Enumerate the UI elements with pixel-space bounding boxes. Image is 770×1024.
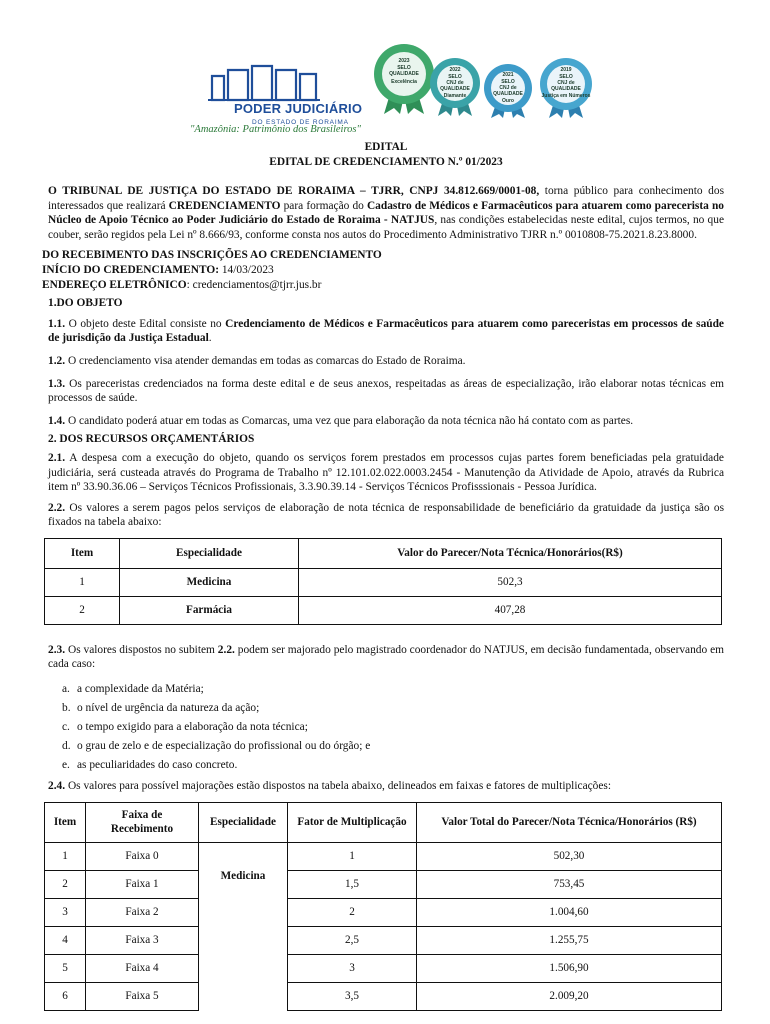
item-2-1 bbox=[48, 451, 724, 495]
seal-line1: SELO bbox=[559, 74, 573, 80]
intro-text-3: , nas condições estabelecidas neste edital, cujos termos, no que couber, serão regidos pela Lei nº 8.666/93, conforme consta nos autos do Procedimento Administrativo TJRR n.º 0010808-75.2021.8.23.8000. bbox=[48, 214, 724, 241]
item-text: Os valores dispostos no subitem bbox=[65, 643, 218, 656]
column-header: Especialidade bbox=[199, 802, 288, 842]
logo-subtitle: DO ESTADO DE RORAIMA bbox=[252, 119, 349, 126]
list-marker: e. bbox=[62, 759, 70, 772]
table-cell: 3,5 bbox=[288, 982, 417, 1010]
seal-line1: SELO bbox=[397, 65, 411, 71]
document-body bbox=[42, 140, 724, 1011]
logo-title: PODER JUDICIÁRIO bbox=[234, 101, 363, 116]
seal-line3: QUALIDADE bbox=[440, 86, 470, 92]
item-text-end: . bbox=[208, 332, 212, 345]
table-row bbox=[45, 870, 722, 898]
column-header: Valor do Parecer/Nota Técnica/Honorários(R$) bbox=[299, 538, 722, 568]
item-text-2: podem ser majorado pelo magistrado coordenador do NATJUS, em decisão fundamentada, observando em cada caso: bbox=[48, 643, 724, 671]
specialty-label: Medicina bbox=[220, 869, 266, 882]
item-1-4 bbox=[48, 414, 724, 429]
table-cell: 3 bbox=[288, 954, 417, 982]
list-marker: c. bbox=[62, 721, 70, 734]
column-header: Fator de Multiplicação bbox=[288, 802, 417, 842]
seal-line1: SELO bbox=[448, 74, 462, 80]
column-header: Valor Total do Parecer/Nota Técnica/Honorários (R$) bbox=[417, 802, 722, 842]
table-cell: Faixa 1 bbox=[86, 870, 199, 898]
column-header: Item bbox=[45, 802, 86, 842]
table-cell: 3 bbox=[45, 898, 86, 926]
table-cell: 2,5 bbox=[288, 926, 417, 954]
item-number: 2.1. bbox=[48, 451, 66, 464]
start-date-line bbox=[42, 263, 724, 278]
seal-line3: Excelência bbox=[391, 79, 417, 85]
item-text: Os pareceristas credenciados na forma deste edital e de seus anexos, respeitadas as áreas de especialização, irão elaborar notas técnicas em processos de saúde. bbox=[48, 377, 724, 405]
table-header-row bbox=[45, 538, 722, 568]
table-cell: 1 bbox=[45, 568, 120, 596]
item-number: 2.4. bbox=[48, 780, 66, 793]
list-text: o grau de zelo e de especialização do profissional ou do órgão; e bbox=[77, 740, 371, 753]
intro-text-1: torna público para conhecimento dos interessados que realizará bbox=[48, 185, 724, 212]
seal-line4: Ouro bbox=[502, 98, 514, 104]
table-cell: Medicina bbox=[120, 568, 299, 596]
table-cell: 1.255,75 bbox=[417, 926, 722, 954]
list-marker: a. bbox=[62, 683, 70, 696]
table-cell: 502,30 bbox=[417, 842, 722, 870]
fees-table bbox=[44, 538, 722, 625]
list-marker: d. bbox=[62, 740, 71, 753]
seal-line2: QUALIDADE bbox=[389, 71, 419, 77]
list-item bbox=[62, 699, 724, 718]
table-cell: Faixa 5 bbox=[86, 982, 199, 1010]
item-text: Os valores a serem pagos pelos serviços de elaboração de nota técnica de responsabilidade de beneficiário da gratuidade da justiça são os fixados na tabela abaixo: bbox=[48, 501, 724, 529]
table-cell: 1.506,90 bbox=[417, 954, 722, 982]
intro-text-2: para formação do bbox=[280, 199, 367, 212]
item-text: A despesa com a execução do objeto, quando os serviços forem prestados em processos cujas partes forem beneficiadas pela gratuidade judiciária, será custeada através do Programa de Trabalho nº 12.101.02.022.0003.2454 - Manutenção da Atividade de Apoio, através da Rubrica item nº 33.90.36.06 – Serviços Técnicos Profissionais, 3.3.90.39.14 - Serviços Técnicos Profisssionais - Pessoa Jurídica. bbox=[48, 451, 724, 494]
table-row bbox=[45, 596, 722, 624]
seal-year: 2021 bbox=[502, 72, 514, 78]
list-item bbox=[62, 737, 724, 756]
table-cell: 4 bbox=[45, 926, 86, 954]
table-row bbox=[45, 568, 722, 596]
item-number: 1.2. bbox=[48, 354, 66, 367]
seal-line2: CNJ de bbox=[557, 80, 575, 86]
seal-line3: QUALIDADE bbox=[493, 91, 523, 97]
seal-line4: Justiça em Números bbox=[541, 93, 591, 99]
list-text: o tempo exigido para a elaboração da nota técnica; bbox=[77, 721, 308, 734]
doc-title: EDITAL bbox=[364, 141, 408, 153]
table-cell: 1 bbox=[288, 842, 417, 870]
table-row bbox=[45, 926, 722, 954]
item-text: Os valores para possível majorações estão dispostos na tabela abaixo, delineados em faixas e fatores de multiplicações: bbox=[65, 780, 612, 793]
table-cell: 5 bbox=[45, 954, 86, 982]
item-text: O credenciamento visa atender demandas em todas as comarcas do Estado de Roraima. bbox=[65, 354, 466, 367]
table-cell: 1 bbox=[45, 842, 86, 870]
table-cell: 753,45 bbox=[417, 870, 722, 898]
quality-seal-2022 bbox=[428, 56, 482, 118]
quality-seal-2021 bbox=[482, 62, 534, 120]
table-header-row bbox=[45, 802, 722, 842]
item-text: O objeto deste Edital consiste no bbox=[65, 317, 226, 330]
table-cell: 2 bbox=[288, 898, 417, 926]
table-cell: Faixa 4 bbox=[86, 954, 199, 982]
table-cell: 1.004,60 bbox=[417, 898, 722, 926]
table-cell: 2.009,20 bbox=[417, 982, 722, 1010]
reception-title: DO RECEBIMENTO DAS INSCRIÇÕES AO CREDENCIAMENTO bbox=[42, 249, 382, 262]
start-date-label: INÍCIO DO CREDENCIAMENTO: bbox=[42, 263, 219, 276]
seal-line2: CNJ de bbox=[499, 85, 517, 91]
intro-bold-3: Cadastro de Médicos e Farmacêuticos para atuarem como parecerista no Núcleo de Apoio Técnico ao Poder Judiciário do Estado de Roraima - NATJUS bbox=[48, 199, 724, 227]
table-row bbox=[45, 954, 722, 982]
table-row bbox=[45, 982, 722, 1010]
multiplier-table bbox=[44, 802, 722, 1011]
table-row bbox=[45, 842, 722, 870]
specialty-cell bbox=[199, 842, 288, 1010]
item-1-3 bbox=[48, 377, 724, 406]
court-logo bbox=[188, 64, 378, 136]
item-2-2 bbox=[48, 501, 724, 530]
seal-line3: QUALIDADE bbox=[551, 86, 581, 92]
item-number: 2.2. bbox=[48, 501, 66, 514]
section-2-title: 2. DOS RECURSOS ORÇAMENTÁRIOS bbox=[48, 433, 255, 446]
table-row bbox=[45, 898, 722, 926]
email-line bbox=[42, 278, 724, 293]
table-cell: Faixa 0 bbox=[86, 842, 199, 870]
column-header: Especialidade bbox=[120, 538, 299, 568]
item-bold-text: 2.2. bbox=[217, 643, 235, 656]
item-1-2 bbox=[48, 354, 724, 369]
list-item bbox=[62, 718, 724, 737]
list-item bbox=[62, 756, 724, 775]
table-cell: 502,3 bbox=[299, 568, 722, 596]
table-cell: 407,28 bbox=[299, 596, 722, 624]
list-text: o nível de urgência da natureza da ação; bbox=[77, 702, 260, 715]
intro-bold-2: CREDENCIAMENTO bbox=[168, 199, 281, 212]
list-text: as peculiaridades do caso concreto. bbox=[77, 759, 238, 772]
intro-paragraph bbox=[48, 184, 724, 242]
item-text: O candidato poderá atuar em todas as Comarcas, uma vez que para elaboração da nota técnica não há contato com as partes. bbox=[65, 414, 634, 427]
list-marker: b. bbox=[62, 702, 71, 715]
criteria-list bbox=[62, 680, 724, 775]
item-number: 2.3. bbox=[48, 643, 66, 656]
column-header: Faixa de Recebimento bbox=[86, 802, 199, 842]
start-date-value: 14/03/2023 bbox=[219, 263, 274, 276]
table-cell: Farmácia bbox=[120, 596, 299, 624]
email-value: : credenciamentos@tjrr.jus.br bbox=[186, 278, 322, 291]
item-2-3 bbox=[48, 643, 724, 672]
seal-year: 2019 bbox=[560, 67, 572, 73]
table-cell: 2 bbox=[45, 596, 120, 624]
column-header: Item bbox=[45, 538, 120, 568]
list-text: a complexidade da Matéria; bbox=[77, 683, 204, 696]
section-1-title: 1.DO OBJETO bbox=[48, 297, 123, 310]
table-cell: 6 bbox=[45, 982, 86, 1010]
list-item bbox=[62, 680, 724, 699]
item-number: 1.3. bbox=[48, 377, 66, 390]
email-label: ENDEREÇO ELETRÔNICO bbox=[42, 278, 187, 291]
doc-subtitle: EDITAL DE CREDENCIAMENTO N.º 01/2023 bbox=[269, 156, 503, 168]
table-cell: Faixa 2 bbox=[86, 898, 199, 926]
seal-line4: Diamante bbox=[443, 93, 467, 99]
logo-motto: "Amazônia: Patrimônio dos Brasileiros" bbox=[190, 124, 361, 135]
item-bold-text: Credenciamento de Médicos e Farmacêuticos para atuarem como pareceristas em processos de saúde de jurisdição da Justiça Estadual bbox=[48, 317, 724, 345]
quality-seal-2023 bbox=[372, 42, 436, 116]
seal-year: 2023 bbox=[398, 58, 410, 64]
item-number: 1.1. bbox=[48, 317, 66, 330]
table-cell: Faixa 3 bbox=[86, 926, 199, 954]
intro-bold-1: O TRIBUNAL DE JUSTIÇA DO ESTADO DE RORAIMA – TJRR, CNPJ 34.812.669/0001-08, bbox=[48, 185, 540, 197]
quality-seal-2019 bbox=[538, 56, 594, 120]
seal-year: 2022 bbox=[449, 67, 461, 73]
item-2-4 bbox=[48, 779, 724, 794]
table-cell: 1,5 bbox=[288, 870, 417, 898]
item-1-1 bbox=[48, 317, 724, 346]
item-number: 1.4. bbox=[48, 414, 66, 427]
seal-line2: CNJ de bbox=[446, 80, 464, 86]
seal-line1: SELO bbox=[501, 79, 515, 85]
table-cell: 2 bbox=[45, 870, 86, 898]
